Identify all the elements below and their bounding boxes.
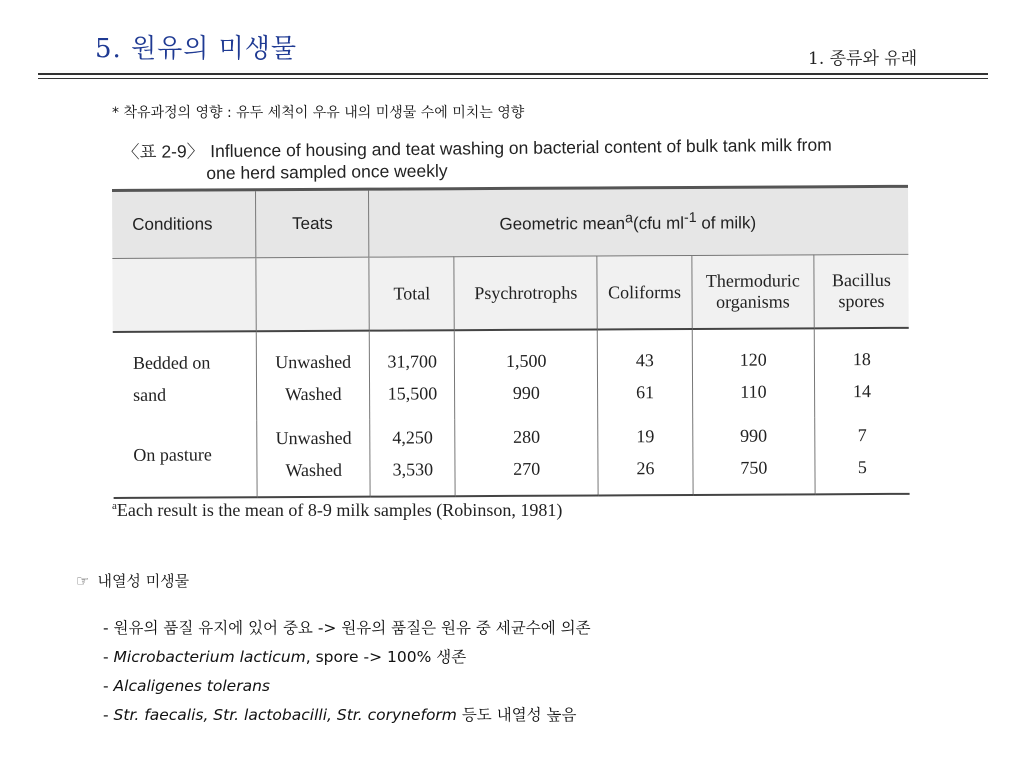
list-item: - Microbacterium lacticum, spore -> 100% 생존 xyxy=(103,648,467,666)
header-rule-thick xyxy=(38,73,988,75)
list-item: - Alcaligenes tolerans xyxy=(103,677,270,695)
condition-cell: On pasture xyxy=(113,420,257,498)
psychro-cell: 280 270 xyxy=(455,418,598,496)
bullet-heading-text: 내열성 미생물 xyxy=(97,572,190,590)
bacillus-cell: 18 14 xyxy=(852,349,872,402)
table-caption-line1: Influence of housing and teat washing on bacterial content of bulk tank milk from xyxy=(210,134,832,162)
bacillus-cell: 7 5 xyxy=(815,417,910,494)
col-psychrotrophs: Psychrotrophs xyxy=(454,256,597,330)
slide-subtitle: 1. 종류와 유래 xyxy=(808,49,918,69)
thermo-cell: 990 750 xyxy=(693,417,815,495)
bullet-heading xyxy=(76,570,189,591)
data-table xyxy=(112,185,910,499)
col-thermoduric: Thermoduric organisms xyxy=(692,255,814,329)
table-header-row xyxy=(112,186,908,258)
condition-cell: Bedded on sand xyxy=(113,331,257,421)
thermo-cell: 120 110 xyxy=(692,328,814,418)
col-coliforms: Coliforms xyxy=(597,255,692,329)
pointing-hand-icon: ☞ xyxy=(76,572,90,590)
list-item: - 원유의 품질 유지에 있어 중요 -> 원유의 품질은 원유 중 세균수에 의존 xyxy=(103,619,591,637)
coli-cell: 43 61 xyxy=(597,329,692,418)
header-conditions: Conditions xyxy=(112,190,256,259)
total-cell: 4,250 3,530 xyxy=(370,419,456,496)
teats-cell: Unwashed Washed xyxy=(257,420,370,498)
col-bacillus: Bacillus spores xyxy=(814,254,909,328)
table-row xyxy=(113,328,909,421)
slide-title: 5. 원유의 미생물 xyxy=(95,34,298,64)
col-total: Total xyxy=(369,257,455,331)
header-rule-thin xyxy=(38,78,988,79)
list-item: - Str. faecalis, Str. lactobacilli, Str. coryneform 등도 내열성 높음 xyxy=(103,706,577,724)
total-cell: 31,700 15,500 xyxy=(370,330,456,419)
header-teats: Teats xyxy=(256,189,369,258)
psychro-cell: 1,500 990 xyxy=(455,329,598,419)
table-caption-line2: one herd sampled once weekly xyxy=(206,160,448,184)
table-caption-label: 〈표 2-9〉 xyxy=(122,141,205,162)
table-footnote: $^a$Each result is the mean of 8-9 milk samples (Robinson, 1981) xyxy=(112,500,563,520)
table-row xyxy=(113,417,909,498)
bullet-items xyxy=(103,614,591,730)
table-caption xyxy=(122,133,922,185)
teats-cell: Unwashed Washed xyxy=(256,331,369,421)
section-note: * 착유과정의 영향 : 유두 세척이 우유 내의 미생물 수에 미치는 영향 xyxy=(112,105,525,121)
header-geomean: Geometric mean$^a$(cfu $ml^{-1}$ of milk) xyxy=(369,186,909,257)
table-subheader-row xyxy=(112,254,908,332)
coli-cell: 19 26 xyxy=(598,418,693,495)
